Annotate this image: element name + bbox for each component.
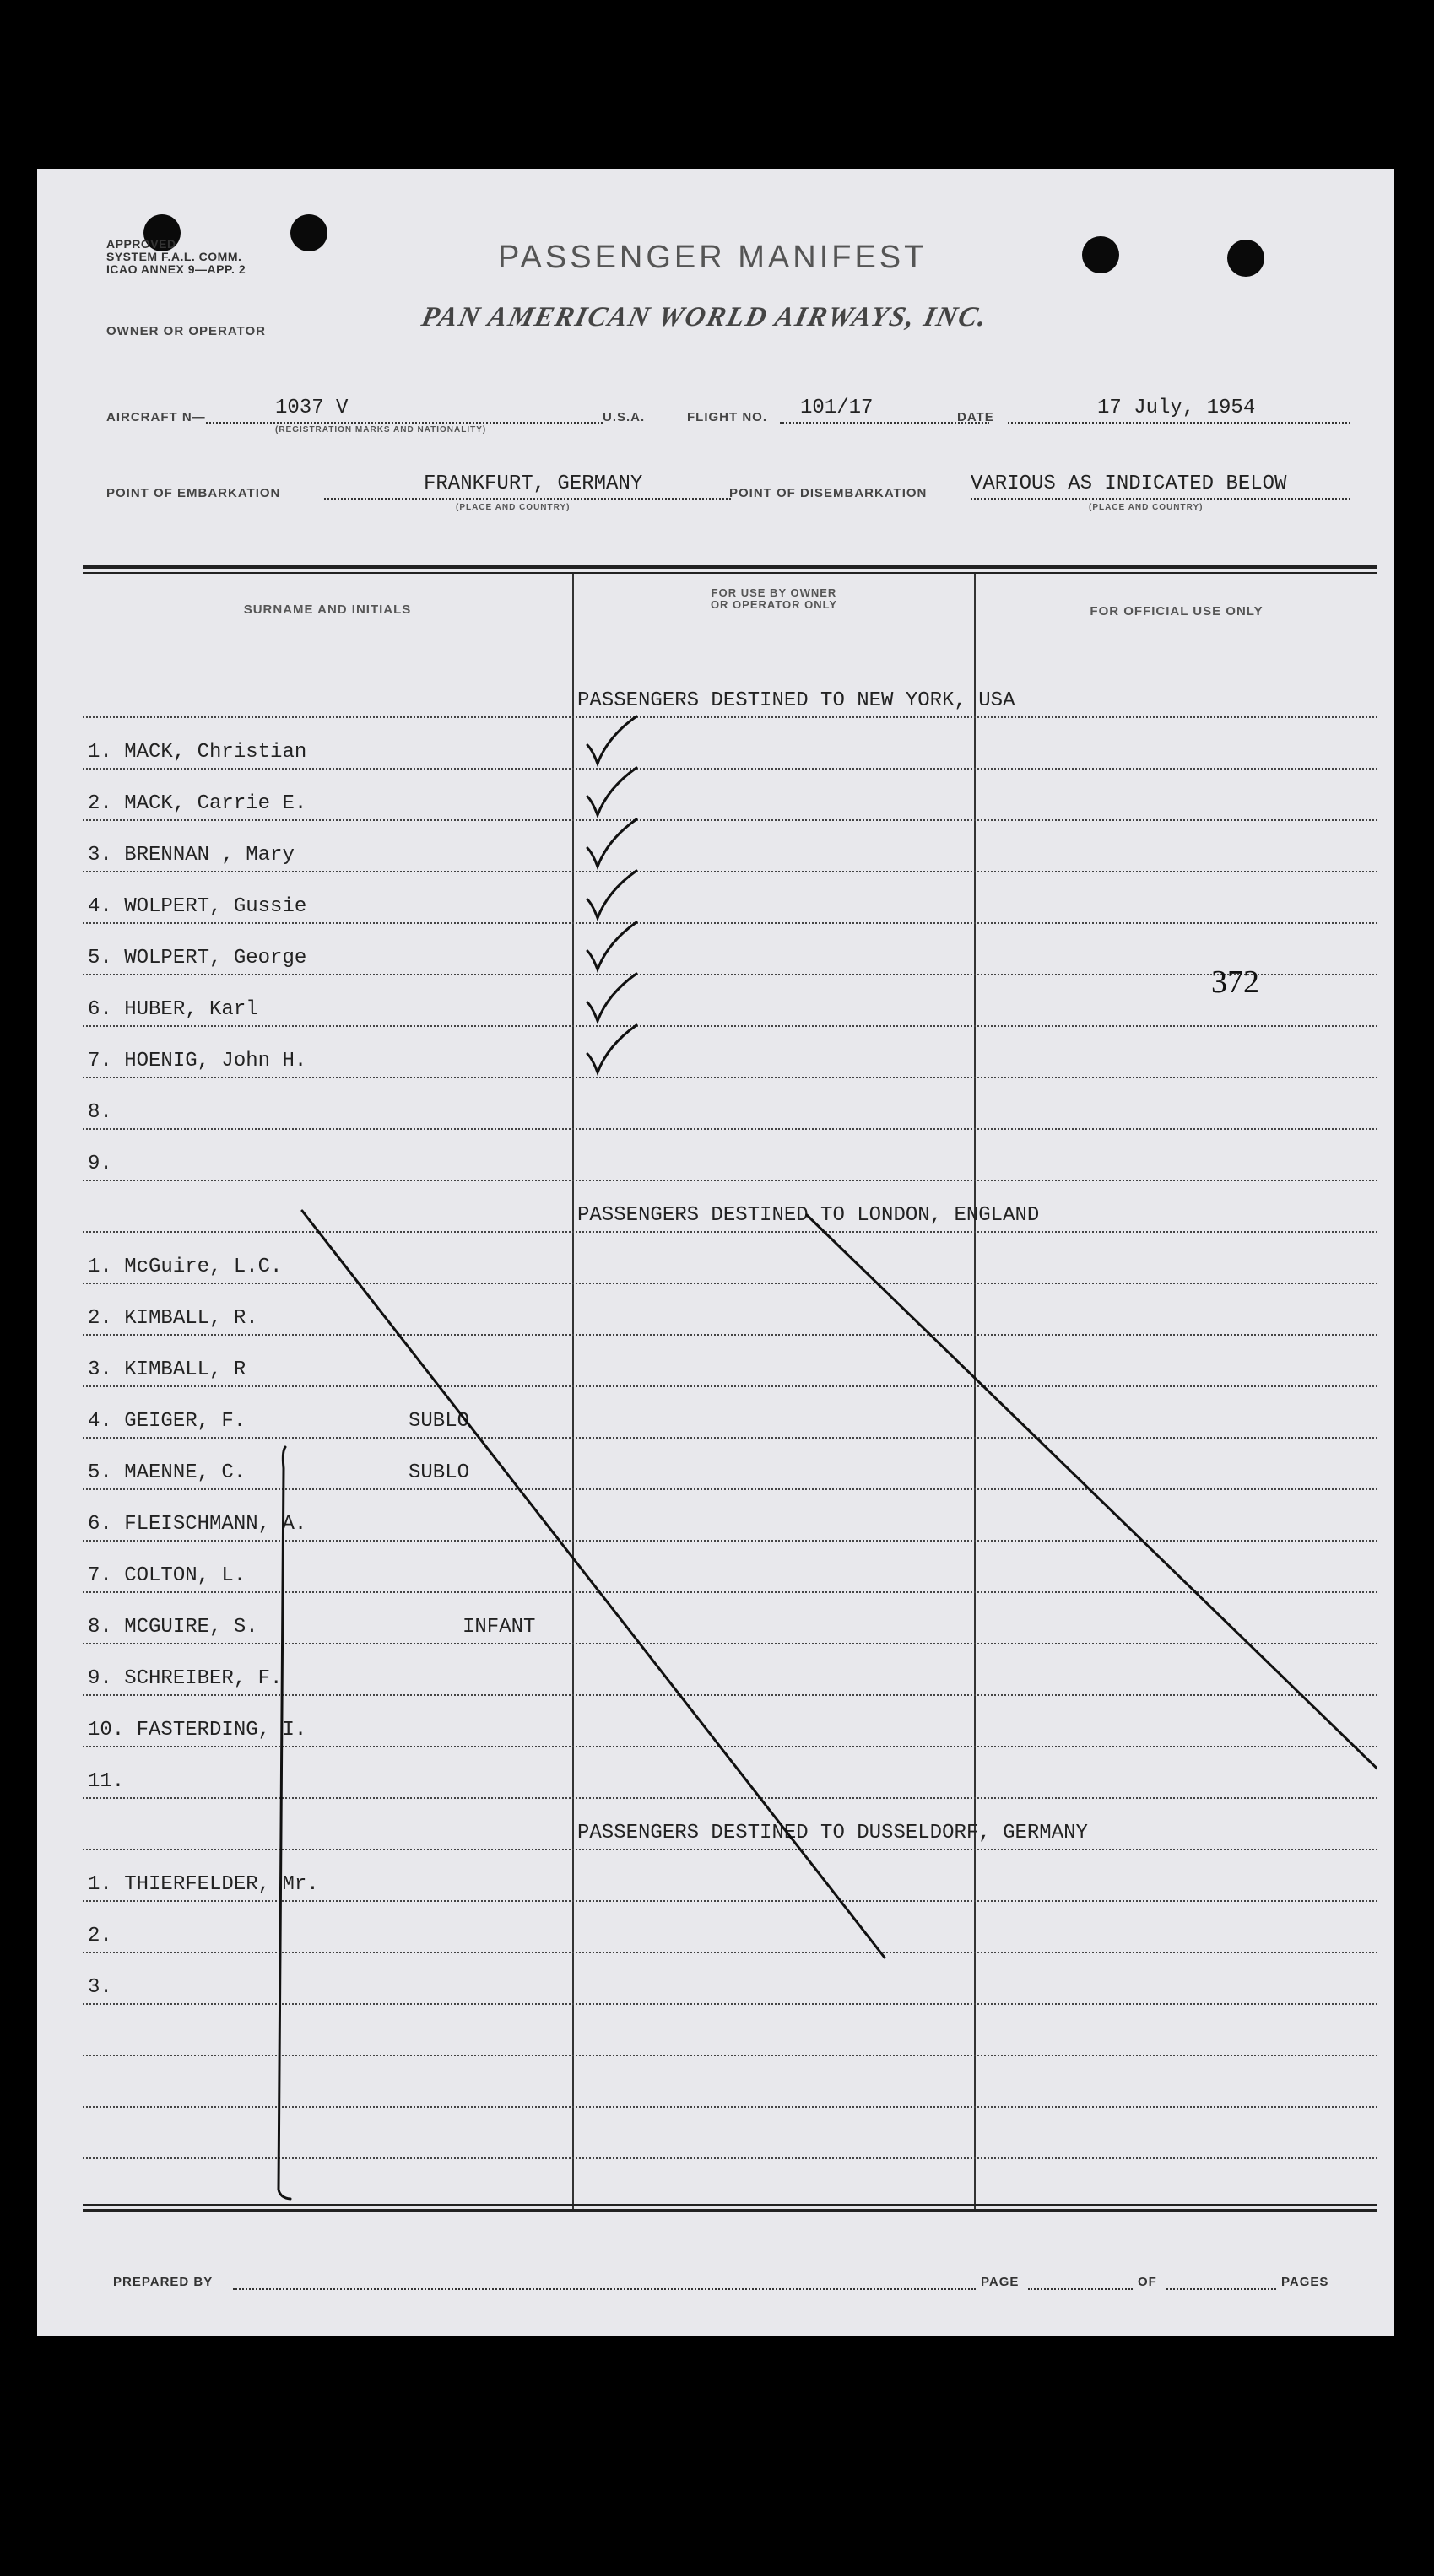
section-title: PASSENGERS DESTINED TO DUSSELDORF, GERMANY — [577, 1822, 1088, 1844]
passenger-name: 9. SCHREIBER, F. — [88, 1667, 283, 1690]
passenger-name: 3. BRENNAN , Mary — [88, 844, 295, 867]
aircraft-sub-label: (REGISTRATION MARKS AND NATIONALITY) — [275, 425, 487, 435]
page-label: PAGE — [981, 2275, 1020, 2289]
passenger-note: INFANT — [463, 1616, 536, 1639]
aircraft-field — [206, 397, 603, 424]
approval-line: APPROVED — [106, 237, 176, 251]
disembarkation-field — [971, 473, 1350, 500]
passenger-name: 4. GEIGER, F. — [88, 1410, 246, 1433]
diagonal-strike-right — [807, 1215, 1377, 1780]
date-value: 17 July, 1954 — [1097, 397, 1256, 419]
date-label: DATE — [957, 410, 994, 424]
footer — [113, 2275, 1345, 2300]
col-owner-header-line: OR OPERATOR ONLY — [710, 598, 838, 611]
approval-note — [106, 238, 246, 276]
embarkation-sub-label: (PLACE AND COUNTRY) — [456, 503, 571, 512]
passenger-name: 1. MACK, Christian — [88, 741, 307, 764]
passenger-name: 1. McGuire, L.C. — [88, 1256, 283, 1278]
manifest-form — [37, 169, 1394, 2336]
embarkation-value: FRANKFURT, GERMANY — [424, 473, 643, 495]
passenger-name: 7. HOENIG, John H. — [88, 1050, 307, 1072]
passenger-name: 7. COLTON, L. — [88, 1564, 246, 1587]
disembarkation-value: VARIOUS AS INDICATED BELOW — [971, 473, 1287, 495]
page-line — [1028, 2275, 1133, 2290]
pages-label: PAGES — [1281, 2275, 1329, 2289]
punch-hole-right-1 — [1082, 236, 1119, 273]
passenger-name: 10. FASTERDING, I. — [88, 1719, 307, 1742]
col-official-header: FOR OFFICIAL USE ONLY — [1090, 604, 1264, 618]
passenger-name: 4. WOLPERT, Gussie — [88, 895, 307, 918]
date-field — [1008, 397, 1350, 424]
col-owner-header-line: FOR USE BY OWNER — [711, 586, 837, 599]
passenger-name: 11. — [88, 1770, 125, 1793]
passenger-name: 2. MACK, Carrie E. — [88, 792, 307, 815]
company-name: PAN AMERICAN WORLD AIRWAYS, INC. — [419, 302, 991, 332]
usa-label: U.S.A. — [603, 410, 646, 424]
diagonal-strike-left — [302, 1211, 885, 1958]
passenger-name: 9. — [88, 1153, 112, 1175]
disembarkation-label: POINT OF DISEMBARKATION — [729, 486, 928, 500]
aircraft-value: 1037 V — [275, 397, 349, 419]
passenger-table — [83, 565, 1377, 2211]
prepared-by-line — [233, 2275, 976, 2290]
punch-hole-right-2 — [1227, 240, 1264, 277]
section-title: PASSENGERS DESTINED TO NEW YORK, USA — [577, 689, 1015, 712]
passenger-name: 3. KIMBALL, R — [88, 1358, 246, 1381]
of-label: OF — [1138, 2275, 1157, 2289]
flight-value: 101/17 — [800, 397, 874, 419]
disembarkation-sub-label: (PLACE AND COUNTRY) — [1089, 503, 1204, 512]
embarkation-label: POINT OF EMBARKATION — [106, 486, 281, 500]
passenger-name: 8. MCGUIRE, S. — [88, 1616, 258, 1639]
of-line — [1166, 2275, 1276, 2290]
aircraft-label: AIRCRAFT N— — [106, 410, 206, 424]
passenger-name: 6. FLEISCHMANN, A. — [88, 1513, 307, 1536]
prepared-by-label: PREPARED BY — [113, 2275, 214, 2289]
section-title: PASSENGERS DESTINED TO LONDON, ENGLAND — [577, 1204, 1040, 1227]
passenger-name: 6. HUBER, Karl — [88, 998, 258, 1021]
vertical-bracket — [279, 1447, 290, 2199]
passenger-note: SUBLO — [409, 1410, 470, 1433]
passenger-name: 5. MAENNE, C. — [88, 1461, 246, 1484]
passenger-name: 8. — [88, 1101, 112, 1124]
approval-line: ICAO ANNEX 9—APP. 2 — [106, 262, 246, 276]
passenger-name: 3. — [88, 1976, 112, 1999]
passenger-name: 2. KIMBALL, R. — [88, 1307, 258, 1330]
form-title: PASSENGER MANIFEST — [498, 240, 928, 275]
passenger-name: 5. WOLPERT, George — [88, 947, 307, 969]
passenger-note: SUBLO — [409, 1461, 470, 1484]
col-surname-header: SURNAME AND INITIALS — [243, 602, 412, 617]
official-number: 372 — [1211, 964, 1259, 1000]
punch-hole-left-2 — [290, 214, 327, 251]
approval-line: SYSTEM F.A.L. COMM. — [106, 250, 242, 263]
passenger-name: 2. — [88, 1925, 112, 1947]
handwritten-marks — [83, 565, 1377, 2211]
flight-label: FLIGHT NO. — [687, 410, 767, 424]
owner-label: OWNER OR OPERATOR — [106, 324, 266, 338]
passenger-name: 1. THIERFELDER, Mr. — [88, 1873, 319, 1896]
embarkation-field — [324, 473, 731, 500]
